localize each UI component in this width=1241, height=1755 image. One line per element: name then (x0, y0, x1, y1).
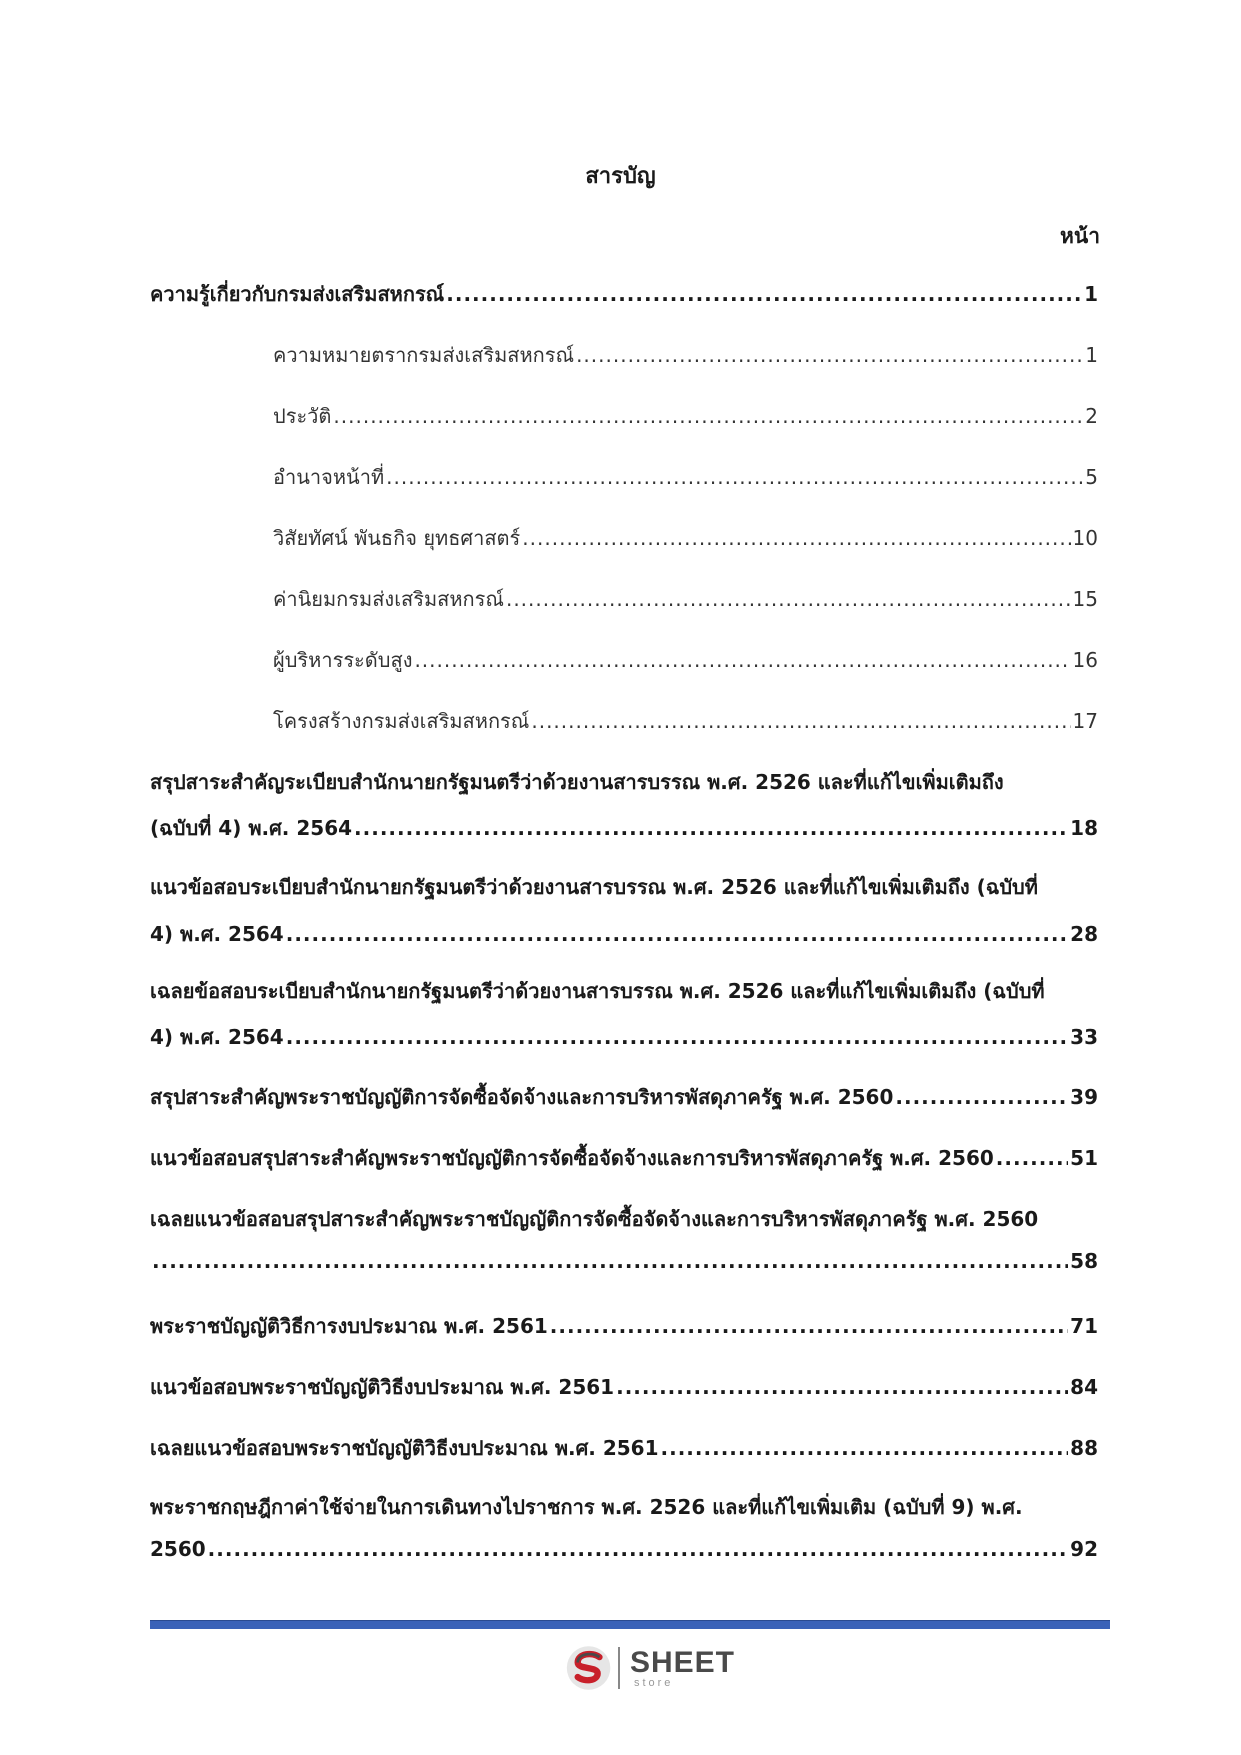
sheet-store-logo-icon (565, 1642, 612, 1694)
toc-subentry[interactable] (273, 339, 1098, 371)
toc-page-number: 2 (1085, 404, 1098, 428)
toc-entry[interactable] (150, 1371, 1098, 1403)
toc-page-number: 58 (1070, 1249, 1098, 1273)
toc-subentry[interactable] (273, 705, 1098, 737)
dot-leader (286, 922, 1068, 946)
toc-entry-text: ผู้บริหารระดับสูง (273, 648, 413, 672)
toc-entry-text: ประวัติ (273, 404, 332, 428)
dot-leader (576, 343, 1083, 367)
toc-entry-text: สรุปสาระสำคัญพระราชบัญญัติการจัดซื้อจัดจ้างและการบริหารพัสดุภาครัฐ พ.ศ. 2560 (150, 1085, 894, 1109)
toc-subentry[interactable] (273, 461, 1098, 493)
toc-entry-text: เฉลยแนวข้อสอบพระราชบัญญัติวิธีงบประมาณ พ.ศ. 2561 (150, 1436, 659, 1460)
toc-entry-line1: พระราชกฤษฎีกาค่าใช้จ่ายในการเดินทางไปราชการ พ.ศ. 2526 และที่แก้ไขเพิ่มเติม (ฉบับที่ 9) พ.ศ. (150, 1495, 1023, 1519)
toc-subentry[interactable] (273, 400, 1098, 432)
page-column-label: หน้า (1060, 224, 1100, 248)
dot-leader (386, 465, 1083, 489)
toc-entry[interactable] (150, 1142, 1098, 1174)
logo-brand: SHEET (629, 1645, 735, 1679)
toc-entry-text: แนวข้อสอบพระราชบัญญัติวิธีงบประมาณ พ.ศ. 2561 (150, 1375, 615, 1399)
toc-subentry[interactable] (273, 522, 1098, 554)
logo-sub: store (633, 1676, 674, 1689)
dot-leader (616, 1375, 1068, 1399)
dot-leader (333, 404, 1083, 428)
toc-page-number: 84 (1070, 1375, 1098, 1399)
toc-entry[interactable] (150, 1432, 1098, 1464)
dot-leader (446, 282, 1082, 306)
toc-title: สารบัญ (585, 164, 656, 189)
toc-entry[interactable] (150, 1021, 1098, 1053)
toc-page-number: 10 (1072, 526, 1098, 550)
toc-entry-text: อำนาจหน้าที่ (273, 465, 385, 489)
toc-entry[interactable] (150, 918, 1098, 950)
toc-entry-text: 4) พ.ศ. 2564 (150, 922, 284, 946)
dot-leader (354, 816, 1068, 840)
dot-leader (522, 526, 1070, 550)
toc-page-number: 33 (1070, 1025, 1098, 1049)
toc-entry-text: ค่านิยมกรมส่งเสริมสหกรณ์ (273, 587, 504, 611)
toc-page-number: 39 (1070, 1085, 1098, 1109)
dot-leader (661, 1436, 1069, 1460)
toc-page-number: 17 (1072, 709, 1098, 733)
footer-rule (150, 1620, 1110, 1629)
toc-page-number: 88 (1070, 1436, 1098, 1460)
toc-page-number: 51 (1070, 1146, 1098, 1170)
toc-page-number: 92 (1070, 1537, 1098, 1561)
toc-entry-text: (ฉบับที่ 4) พ.ศ. 2564 (150, 816, 353, 840)
toc-subentry[interactable] (273, 583, 1098, 615)
toc-entry[interactable] (150, 1537, 1098, 1569)
toc-entry-line1: เฉลยข้อสอบระเบียบสำนักนายกรัฐมนตรีว่าด้วยงานสารบรรณ พ.ศ. 2526 และที่แก้ไขเพิ่มเติมถึง (ฉบับที่ (150, 979, 1045, 1003)
toc-entry[interactable] (150, 1310, 1098, 1342)
toc-entry[interactable] (150, 1249, 1098, 1281)
toc-page-number: 28 (1070, 922, 1098, 946)
dot-leader (531, 709, 1070, 733)
dot-leader (286, 1025, 1068, 1049)
toc-entry-line1: เฉลยแนวข้อสอบสรุปสาระสำคัญพระราชบัญญัติการจัดซื้อจัดจ้างและการบริหารพัสดุภาครัฐ พ.ศ. 2560 (150, 1207, 1039, 1231)
dot-leader (414, 648, 1070, 672)
toc-entry-text: วิสัยทัศน์ พันธกิจ ยุทธศาสตร์ (273, 526, 521, 550)
toc-entry[interactable] (150, 1081, 1098, 1113)
toc-page-number: 18 (1070, 816, 1098, 840)
toc-page-number: 1 (1084, 282, 1098, 306)
toc-entry-text: พระราชบัญญัติวิธีการงบประมาณ พ.ศ. 2561 (150, 1314, 548, 1338)
toc-page-number: 15 (1072, 587, 1098, 611)
toc-subentry[interactable] (273, 644, 1098, 676)
logo-divider (618, 1647, 620, 1689)
toc-entry-text: ความรู้เกี่ยวกับกรมส่งเสริมสหกรณ์ (150, 282, 445, 306)
dot-leader (550, 1314, 1068, 1338)
toc-entry-text: โครงสร้างกรมส่งเสริมสหกรณ์ (273, 709, 530, 733)
dot-leader (895, 1085, 1068, 1109)
toc-entry-text: ความหมายตรากรมส่งเสริมสหกรณ์ (273, 343, 575, 367)
toc-entry-text: 2560 (150, 1537, 206, 1561)
toc-page-number: 1 (1085, 343, 1098, 367)
dot-leader (208, 1537, 1068, 1561)
toc-page-number: 71 (1070, 1314, 1098, 1338)
dot-leader (152, 1249, 1068, 1273)
dot-leader (996, 1146, 1068, 1170)
toc-entry[interactable] (150, 278, 1098, 310)
toc-entry-line1: สรุปสาระสำคัญระเบียบสำนักนายกรัฐมนตรีว่าด้วยงานสารบรรณ พ.ศ. 2526 และที่แก้ไขเพิ่มเติมถึง (150, 770, 1004, 794)
toc-entry-text: แนวข้อสอบสรุปสาระสำคัญพระราชบัญญัติการจัดซื้อจัดจ้างและการบริหารพัสดุภาครัฐ พ.ศ. 2560 (150, 1146, 994, 1170)
toc-entry[interactable] (150, 812, 1098, 844)
logo-text (629, 1645, 735, 1689)
toc-entry-line1: แนวข้อสอบระเบียบสำนักนายกรัฐมนตรีว่าด้วยงานสารบรรณ พ.ศ. 2526 และที่แก้ไขเพิ่มเติมถึง (ฉบับที่ (150, 875, 1038, 899)
toc-page-number: 5 (1085, 465, 1098, 489)
toc-page-number: 16 (1072, 648, 1098, 672)
sheet-store-logo (565, 1640, 735, 1696)
toc-entry-text: 4) พ.ศ. 2564 (150, 1025, 284, 1049)
dot-leader (506, 587, 1071, 611)
